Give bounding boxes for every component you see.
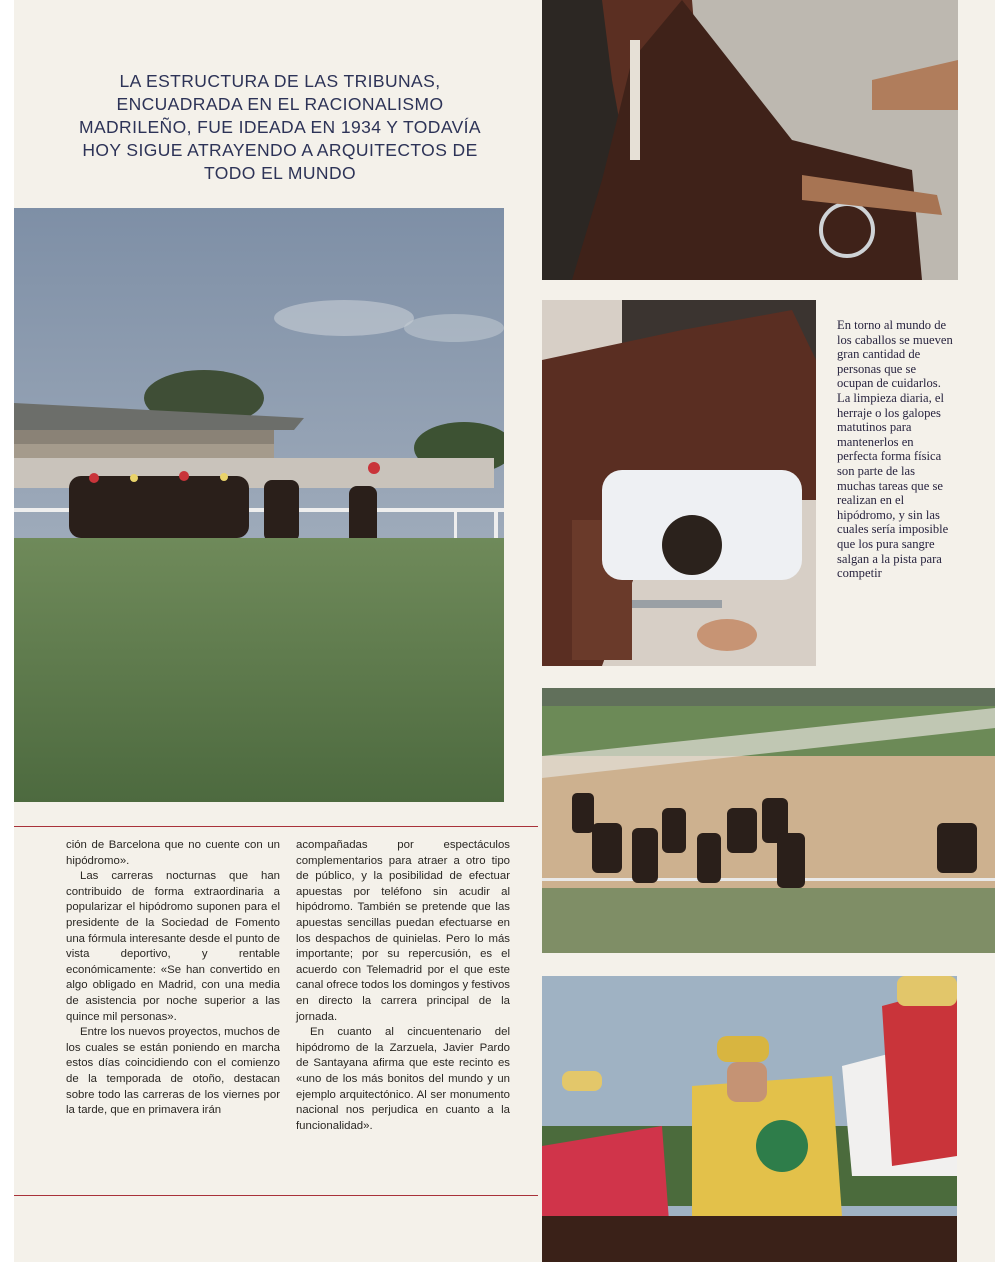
photo-track-training — [542, 688, 995, 953]
article-column-right — [296, 838, 510, 1134]
article-paragraph: Las carreras nocturnas que han contribuido de forma extraordinaria a popularizar el hipódromo suponen para el presidente de la Sociedad de Fomento una fórmula interesante desde el punto de vista deportivo, y rentable económicamente: «Se han convertido en algo obligado en Madrid, con una media de asistencia por noche superior a las quince mil personas». — [66, 870, 280, 1023]
article-column-left — [66, 838, 280, 1119]
photo-jockeys — [542, 976, 957, 1262]
page-margin — [0, 0, 14, 1262]
headline: LA ESTRUCTURA DE LAS TRIBUNAS, ENCUADRADA EN EL RACIONALISMO MADRILEÑO, FUE IDEADA EN 1934 Y TODAVÍA HOY SIGUE ATRAYENDO A ARQUITECTOS DE TODO EL MUNDO — [78, 71, 482, 183]
article-paragraph: Entre los nuevos proyectos, muchos de los cuales se están poniendo en marcha estos días coincidiendo con el comienzo de la temporada de otoño, destacan sobre todo las carreras de los viernes por la tarde, que en primavera irán — [66, 1026, 280, 1117]
photo-farrier — [542, 300, 816, 666]
photo-horse-washing — [542, 0, 958, 280]
photo-caption: En torno al mundo de los caballos se mueven gran cantidad de personas que se ocupan de cuidarlos. La limpieza diaria, el herraje o los galopes matutinos para mantenerlos en perfecta forma física son parte de las muchas tareas que se realizan en el hipódromo, y sin las cuales sería imposible que los pura sangre salgan a la pista para competir — [837, 318, 953, 581]
article-paragraph: En cuanto al cincuentenario del hipódromo de la Zarzuela, Javier Pardo de Santayana afirma que este recinto es «uno de los más bonitos del mundo y un ejemplo arquitectónico. Al ser monumento nacional nos perjudica en cuanto a la funcionalidad». — [296, 1026, 510, 1132]
article-paragraph: ción de Barcelona que no cuente con un hipódromo». — [66, 839, 280, 867]
article-paragraph: acompañadas por espectáculos complementarios para atraer a otro tipo de público, y la posibilidad de efectuar apuestas por teléfono sin acudir al hipódromo. También se pretende que las apuestas sencillas puedan efectuarse en los despachos de quinielas. Pero lo más importante; por su repercusión, es el acuerdo con Telemadrid por el que este canal ofrece todos los domingos y festivos en directo la carrera principal de la jornada. — [296, 839, 511, 1023]
photo-race-grandstand — [14, 208, 504, 802]
